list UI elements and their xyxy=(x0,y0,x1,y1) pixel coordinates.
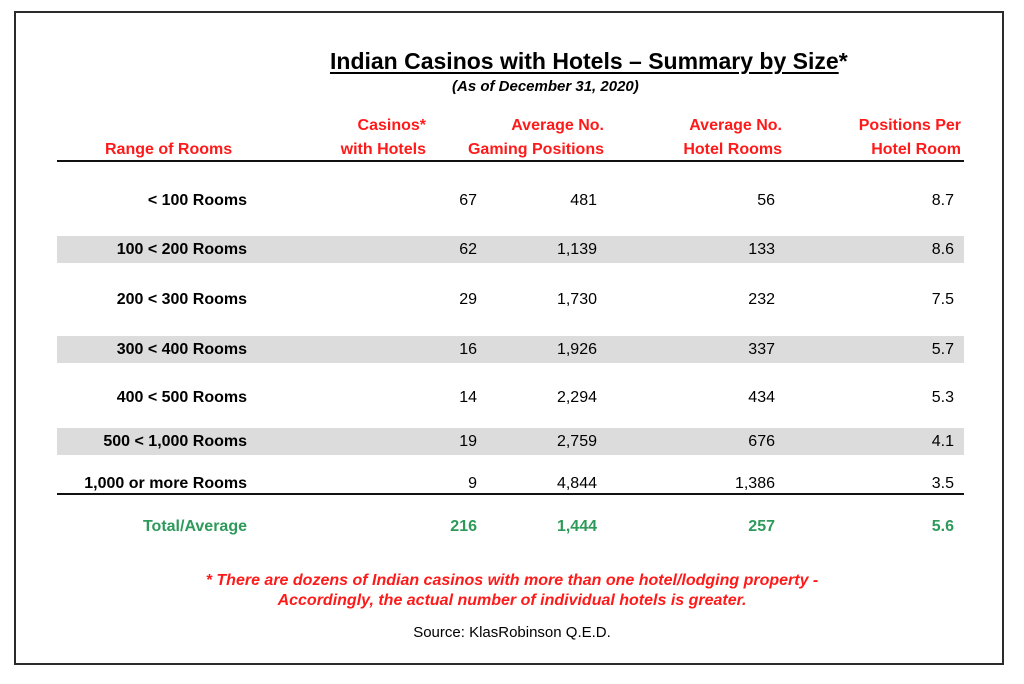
row-range: 1,000 or more Rooms xyxy=(84,475,247,492)
page-subtitle: (As of December 31, 2020) xyxy=(452,78,639,95)
row-positions-per-room: 5.3 xyxy=(931,389,954,406)
row-casinos: 16 xyxy=(459,341,477,358)
row-hotel-rooms: 434 xyxy=(748,389,775,406)
row-casinos: 62 xyxy=(459,241,477,258)
row-hotel-rooms: 1,386 xyxy=(734,475,775,492)
total-label: Total/Average xyxy=(142,518,247,535)
row-casinos: 9 xyxy=(468,475,477,492)
total-casinos: 216 xyxy=(450,518,477,535)
row-range: < 100 Rooms xyxy=(147,192,247,209)
table-row xyxy=(57,384,964,411)
header-hotel-rooms: Average No. Hotel Rooms xyxy=(683,117,782,158)
row-positions-per-room: 5.7 xyxy=(931,341,954,358)
row-hotel-rooms: 232 xyxy=(748,291,775,308)
row-gaming-positions: 1,139 xyxy=(556,241,597,258)
row-hotel-rooms: 56 xyxy=(757,192,775,209)
row-gaming-positions: 4,844 xyxy=(556,475,597,492)
row-gaming-positions: 1,730 xyxy=(556,291,597,308)
row-positions-per-room: 7.5 xyxy=(931,291,954,308)
row-hotel-rooms: 133 xyxy=(748,241,775,258)
row-range: 200 < 300 Rooms xyxy=(116,291,247,308)
total-hotel-rooms: 257 xyxy=(748,518,775,535)
row-gaming-positions: 481 xyxy=(570,192,597,209)
row-casinos: 19 xyxy=(459,433,477,450)
row-hotel-rooms: 676 xyxy=(748,433,775,450)
table-row xyxy=(57,286,964,313)
row-positions-per-room: 3.5 xyxy=(931,475,954,492)
row-range: 300 < 400 Rooms xyxy=(116,341,247,358)
header-casinos: Casinos* with Hotels xyxy=(340,117,426,158)
header-gaming-positions: Average No. Gaming Positions xyxy=(467,117,604,158)
row-range: 400 < 500 Rooms xyxy=(116,389,247,406)
row-range: 500 < 1,000 Rooms xyxy=(103,433,247,450)
row-gaming-positions: 1,926 xyxy=(556,341,597,358)
row-casinos: 67 xyxy=(459,192,477,209)
page-title: Indian Casinos with Hotels – Summary by Size* xyxy=(330,48,848,74)
header-rule xyxy=(57,160,964,162)
row-gaming-positions: 2,294 xyxy=(556,389,597,406)
row-positions-per-room: 8.6 xyxy=(931,241,954,258)
row-hotel-rooms: 337 xyxy=(748,341,775,358)
row-range: 100 < 200 Rooms xyxy=(116,241,247,258)
table-row xyxy=(57,187,964,214)
table-row xyxy=(57,428,964,455)
total-gaming-positions: 1,444 xyxy=(556,518,597,535)
row-gaming-positions: 2,759 xyxy=(556,433,597,450)
table-row xyxy=(57,336,964,363)
row-casinos: 29 xyxy=(459,291,477,308)
total-rule xyxy=(57,493,964,495)
row-positions-per-room: 4.1 xyxy=(931,433,954,450)
header-positions-per-room: Positions Per Hotel Room xyxy=(858,117,961,158)
row-positions-per-room: 8.7 xyxy=(931,192,954,209)
table-row xyxy=(57,236,964,263)
header-range: Range of Rooms xyxy=(105,141,233,158)
total-row xyxy=(57,513,964,540)
total-positions-per-room: 5.6 xyxy=(931,518,954,535)
footnote: * There are dozens of Indian casinos with more than one hotel/lodging property - Accordingly, the actual number of individual hotels is greater. xyxy=(205,572,819,609)
source-credit: Source: KlasRobinson Q.E.D. xyxy=(413,624,611,641)
row-casinos: 14 xyxy=(459,389,477,406)
